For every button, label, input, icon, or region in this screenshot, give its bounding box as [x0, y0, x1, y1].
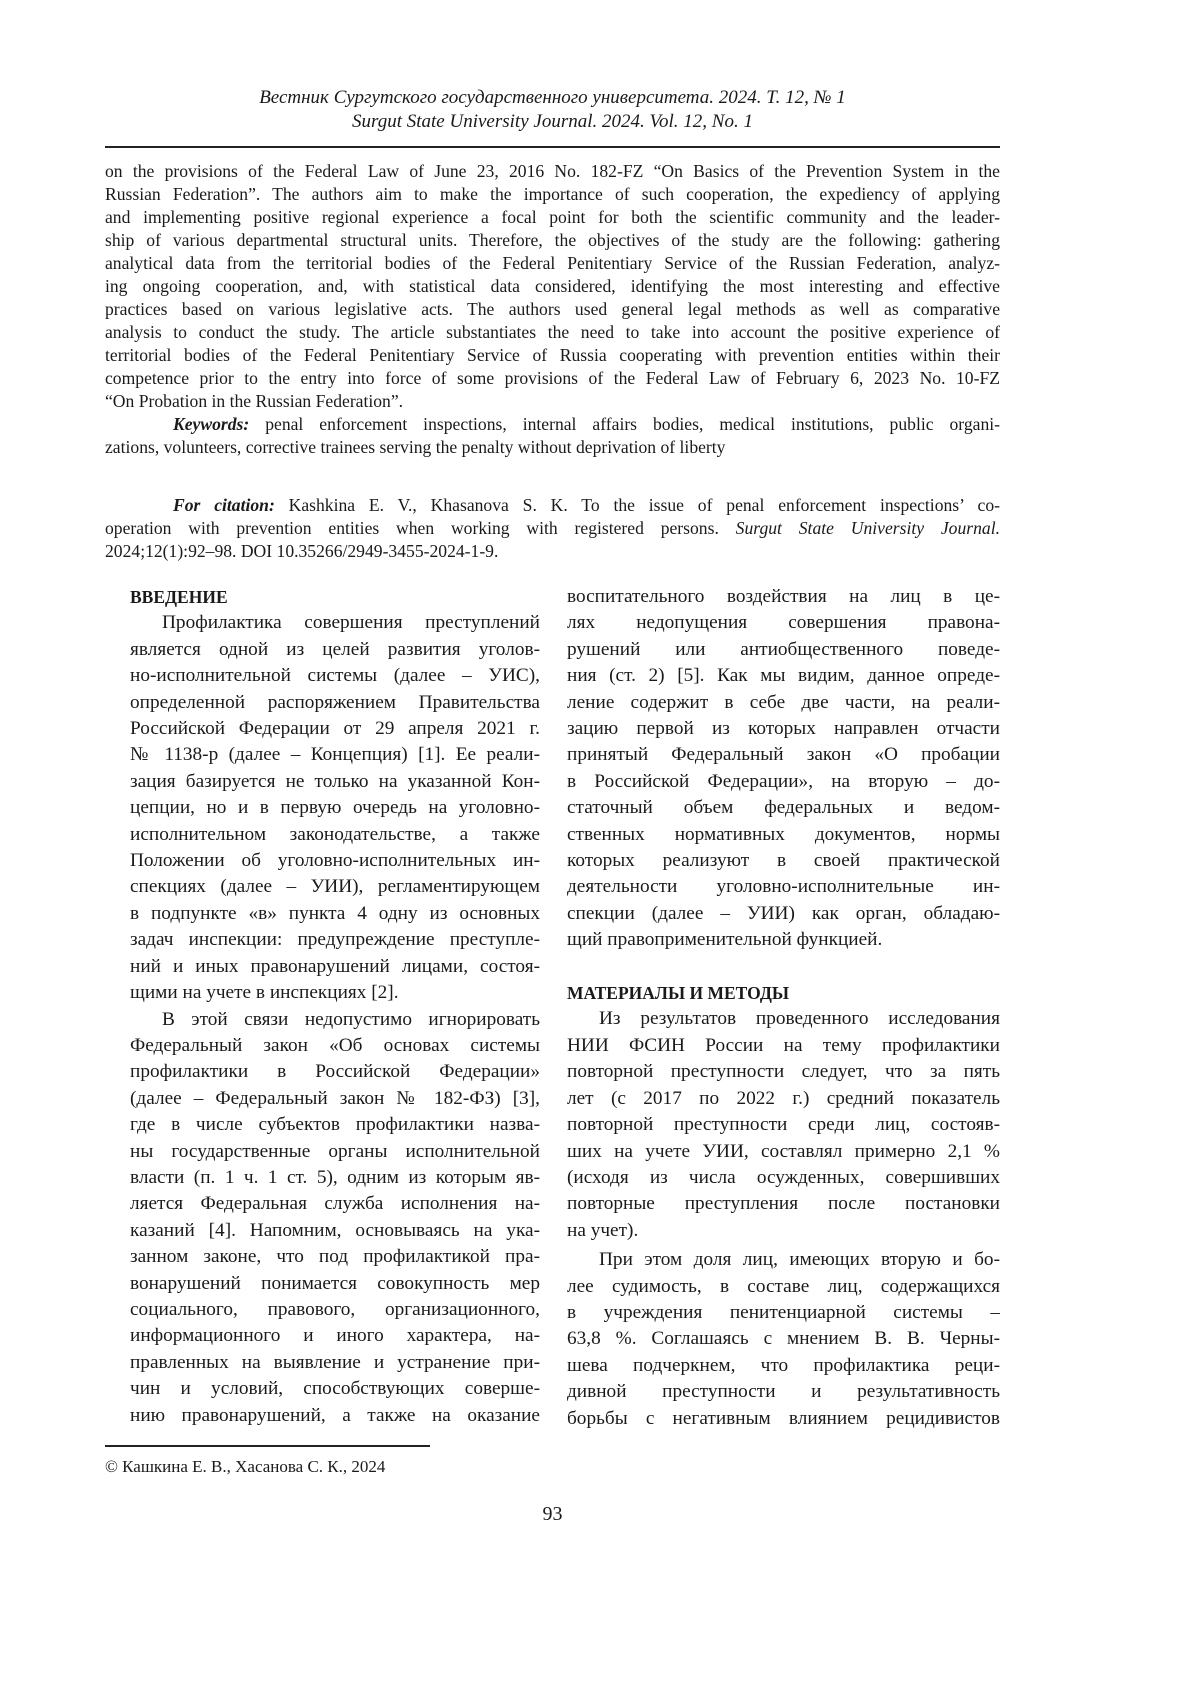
citation-label: For citation: — [173, 495, 275, 515]
footnote-rule — [105, 1445, 430, 1447]
text-line: но-исполнительной системы (далее – УИС), — [130, 663, 540, 689]
page-number: 93 — [0, 1503, 1105, 1526]
text-line: в учреждения пенитенциарной системы – — [567, 1300, 1000, 1326]
text-line: Положении об уголовно-исполнительных ин- — [130, 848, 540, 874]
text-line: analysis to conduct the study. The article substantiates the need to take into account the positive experience of — [105, 321, 1000, 344]
text-line: ing ongoing cooperation, and, with statistical data considered, identifying the most interesting and effective — [105, 275, 1000, 298]
introduction-text-continued — [567, 584, 1000, 954]
text-line: занном законе, что под профилактикой пра- — [130, 1244, 540, 1270]
text-line: Профилактика совершения преступлений — [130, 610, 540, 636]
text-line: цепции, но и в первую очередь на уголовно- — [130, 795, 540, 821]
text-line: является одной из целей развития уголов- — [130, 637, 540, 663]
text-line: on the provisions of the Federal Law of June 23, 2016 No. 182-FZ “On Basics of the Prevention System in the — [105, 160, 1000, 183]
introduction-text — [130, 610, 540, 1429]
text-line: спекциях (далее – УИИ), регламентирующем — [130, 874, 540, 900]
text-line: analytical data from the territorial bodies of the Federal Penitentiary Service of the Russian Federation, analyz- — [105, 252, 1000, 275]
keywords-line-2: zations, volunteers, corrective trainees serving the penalty without deprivation of liberty — [105, 436, 1000, 459]
text-line: щими на учете в инспекциях [2]. — [130, 980, 540, 1006]
keywords-line — [105, 413, 1000, 436]
text-line: зация базируется не только на указанной Кон- — [130, 769, 540, 795]
text-line: принятый Федеральный закон «О пробации — [567, 742, 1000, 768]
text-line: борьбы с негативным влиянием рецидивистов — [567, 1406, 1000, 1432]
text-line: казаний [4]. Напомним, основываясь на ука- — [130, 1218, 540, 1244]
text-line: № 1138-р (далее – Концепция) [1]. Ее реали- — [130, 742, 540, 768]
keywords-label: Keywords: — [173, 414, 249, 434]
text-line: информационного и иного характера, на- — [130, 1323, 540, 1349]
text-line: зацию первой из которых направлен отчасти — [567, 716, 1000, 742]
text-line: “On Probation in the Russian Federation”. — [105, 390, 1000, 413]
text-line: в Российской Федерации», на вторую – до- — [567, 769, 1000, 795]
text-line: ния (ст. 2) [5]. Как мы видим, данное опреде- — [567, 663, 1000, 689]
methods-paragraph-1 — [567, 1006, 1000, 1244]
text-line: рушений или антиобщественного поведе- — [567, 637, 1000, 663]
text-line: дивной преступности и результативность — [567, 1379, 1000, 1405]
text-line: повторной преступности среди лиц, состояв- — [567, 1112, 1000, 1138]
text-line: задач инспекции: предупреждение преступле- — [130, 927, 540, 953]
section-heading-materials-methods: МАТЕРИАЛЫ И МЕТОДЫ — [567, 980, 1000, 1006]
text-line: вонарушений понимается совокупность мер — [130, 1271, 540, 1297]
text-line: (исходя из числа осужденных, совершивших — [567, 1165, 1000, 1191]
text-line: ших на учете УИИ, составлял примерно 2,1 % — [567, 1139, 1000, 1165]
citation-journal: Surgut State University Journal. — [736, 518, 1000, 538]
citation-line-3: 2024;12(1):92–98. DOI 10.35266/2949-3455-2024-1-9. — [105, 540, 1000, 563]
text-line: лее судимость, в составе лиц, содержащихся — [567, 1274, 1000, 1300]
text-line: где в числе субъектов профилактики назва- — [130, 1112, 540, 1138]
text-line: в подпункте «в» пункта 4 одну из основных — [130, 901, 540, 927]
text-line: and implementing positive regional experience a focal point for both the scientific community and the leader- — [105, 206, 1000, 229]
text-line: повторной преступности следует, что за пять — [567, 1059, 1000, 1085]
right-column — [567, 584, 1000, 1432]
journal-title-en: Surgut State University Journal. 2024. Vol. 12, No. 1 — [105, 110, 1000, 134]
text-line: ственных нормативных документов, нормы — [567, 822, 1000, 848]
text-line: В этой связи недопустимо игнорировать — [130, 1007, 540, 1033]
citation-line — [105, 494, 1000, 517]
copyright-notice: © Кашкина Е. В., Хасанова С. К., 2024 — [105, 1457, 385, 1477]
section-heading-introduction: ВВЕДЕНИЕ — [130, 584, 540, 610]
keywords-text: penal enforcement inspections, internal affairs bodies, medical institutions, public organi- — [249, 414, 1000, 434]
text-line: на учет). — [567, 1218, 1000, 1244]
header-rule — [105, 146, 1000, 148]
abstract-text — [105, 160, 1000, 413]
text-line: социального, правового, организационного, — [130, 1297, 540, 1323]
text-line: статочный объем федеральных и ведом- — [567, 795, 1000, 821]
citation-text: Kashkina E. V., Khasanova S. K. To the issue of penal enforcement inspections’ co- — [275, 495, 1000, 515]
text-line: НИИ ФСИН России на тему профилактики — [567, 1033, 1000, 1059]
text-line: competence prior to the entry into force of some provisions of the Federal Law of February 6, 2023 No. 10-FZ — [105, 367, 1000, 390]
methods-paragraph-2 — [567, 1247, 1000, 1432]
text-line: ний и иных правонарушений лицами, состоя- — [130, 954, 540, 980]
abstract — [105, 160, 1000, 563]
text-line: чин и условий, способствующих соверше- — [130, 1376, 540, 1402]
text-line: При этом доля лиц, имеющих вторую и бо- — [567, 1247, 1000, 1273]
text-line: воспитательного воздействия на лиц в це- — [567, 584, 1000, 610]
text-line: определенной распоряжением Правительства — [130, 690, 540, 716]
text-line: спекции (далее – УИИ) как орган, обладаю- — [567, 901, 1000, 927]
text-line: ship of various departmental structural units. Therefore, the objectives of the study are the following: gathering — [105, 229, 1000, 252]
running-header — [105, 86, 1000, 134]
text-line: Russian Federation”. The authors aim to make the importance of such cooperation, the expediency of applying — [105, 183, 1000, 206]
text-line: Российской Федерации от 29 апреля 2021 г. — [130, 716, 540, 742]
text-line: (далее – Федеральный закон № 182-ФЗ) [3], — [130, 1086, 540, 1112]
text-line: власти (п. 1 ч. 1 ст. 5), одним из которым яв- — [130, 1165, 540, 1191]
text-line: ление содержит в себе две части, на реали- — [567, 690, 1000, 716]
text-line: Федеральный закон «Об основах системы — [130, 1033, 540, 1059]
text-line: шева подчеркнем, что профилактика реци- — [567, 1353, 1000, 1379]
text-line: исполнительном законодательстве, а также — [130, 822, 540, 848]
text-line: practices based on various legislative acts. The authors used general legal methods as well as comparative — [105, 298, 1000, 321]
text-line: лет (с 2017 по 2022 г.) средний показатель — [567, 1086, 1000, 1112]
text-line: ны государственные органы исполнительной — [130, 1139, 540, 1165]
text-line: щий правоприменительной функцией. — [567, 927, 1000, 953]
text-line: повторные преступления после постановки — [567, 1191, 1000, 1217]
citation-text-2: operation with prevention entities when working with registered persons. — [105, 518, 736, 538]
text-line: 63,8 %. Соглашаясь с мнением В. В. Черны- — [567, 1326, 1000, 1352]
text-line: territorial bodies of the Federal Penitentiary Service of Russia cooperating with prevention entities within their — [105, 344, 1000, 367]
text-line: профилактики в Российской Федерации» — [130, 1059, 540, 1085]
text-line: нию правонарушений, а также на оказание — [130, 1403, 540, 1429]
journal-title-ru: Вестник Сургутского государственного университета. 2024. Т. 12, № 1 — [105, 86, 1000, 110]
text-line: лях недопущения совершения правона- — [567, 610, 1000, 636]
text-line: Из результатов проведенного исследования — [567, 1006, 1000, 1032]
citation-line-2 — [105, 517, 1000, 540]
text-line: правленных на выявление и устранение при- — [130, 1350, 540, 1376]
text-line: ляется Федеральная служба исполнения на- — [130, 1191, 540, 1217]
text-line: деятельности уголовно-исполнительные ин- — [567, 874, 1000, 900]
left-column — [130, 584, 540, 1429]
text-line: которых реализуют в своей практической — [567, 848, 1000, 874]
